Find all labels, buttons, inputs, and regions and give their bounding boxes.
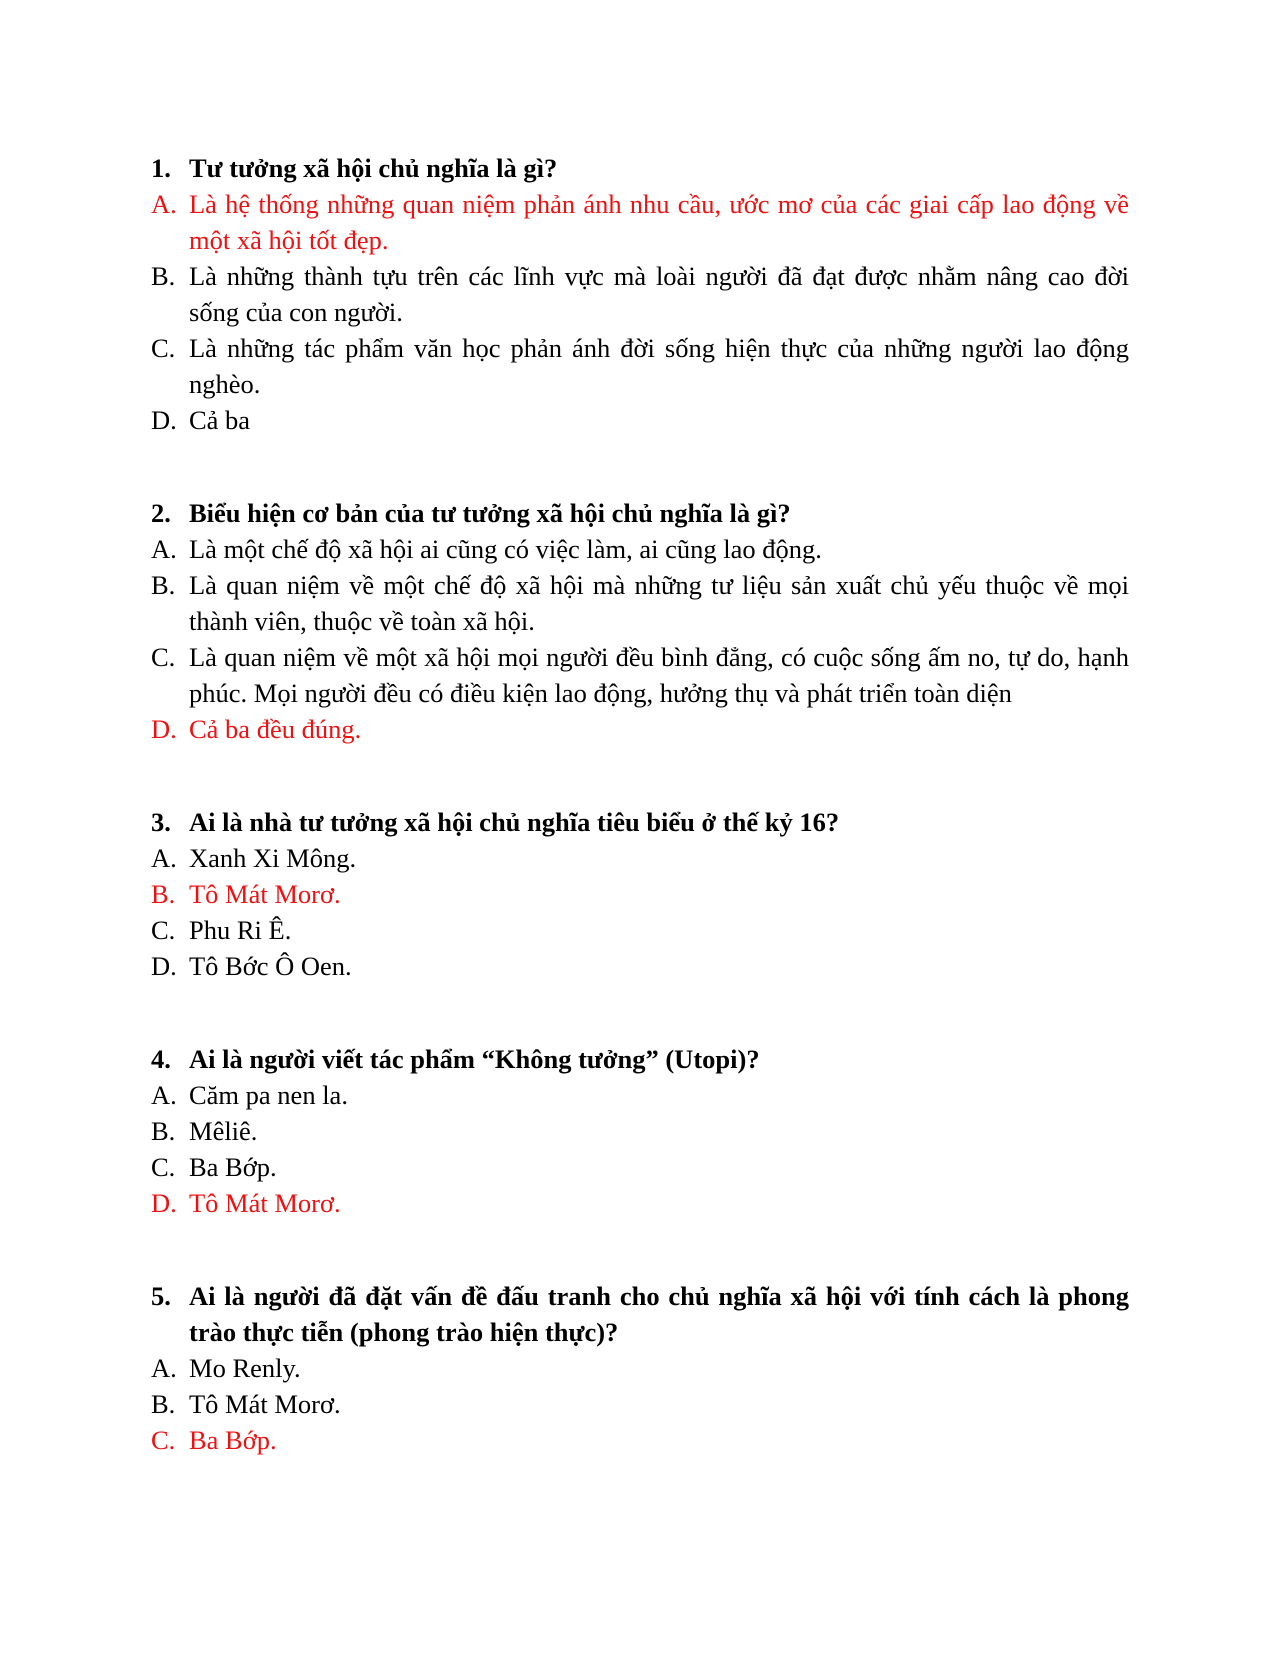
option-text: Ba Bớp. xyxy=(189,1152,277,1182)
option-label: A. xyxy=(151,1353,177,1383)
question-number: 3. xyxy=(151,807,171,837)
answer-option-a xyxy=(151,186,1129,258)
option-label: B. xyxy=(151,261,176,291)
answer-option-a xyxy=(151,531,1129,567)
answer-option-b xyxy=(151,876,1129,912)
option-text: Cả ba đều đúng. xyxy=(189,714,362,744)
option-text: Mo Renly. xyxy=(189,1353,301,1383)
option-text: Căm pa nen la. xyxy=(189,1080,348,1110)
option-text: Cả ba xyxy=(189,405,251,435)
answer-option-b xyxy=(151,1386,1129,1422)
option-label: A. xyxy=(151,1080,177,1110)
question-title xyxy=(151,495,1129,531)
question-number: 5. xyxy=(151,1281,171,1311)
option-text: Là những thành tựu trên các lĩnh vực mà loài người đã đạt được nhằm nâng cao đời sống của con người. xyxy=(189,261,1129,327)
option-label: C. xyxy=(151,1425,176,1455)
question-1 xyxy=(151,150,1129,438)
question-title xyxy=(151,150,1129,186)
option-text: Là hệ thống những quan niệm phản ánh nhu cầu, ước mơ của các giai cấp lao động về một xã hội tốt đẹp. xyxy=(189,189,1129,255)
option-text: Tô Bớc Ô Oen. xyxy=(189,951,352,981)
question-5 xyxy=(151,1278,1129,1458)
question-4 xyxy=(151,1041,1129,1221)
option-text: Là một chế độ xã hội ai cũng có việc làm, ai cũng lao động. xyxy=(189,534,822,564)
option-label: C. xyxy=(151,1152,176,1182)
question-text: Biểu hiện cơ bản của tư tưởng xã hội chủ nghĩa là gì? xyxy=(189,498,791,528)
answer-option-b xyxy=(151,1113,1129,1149)
answer-option-d xyxy=(151,711,1129,747)
question-text: Tư tưởng xã hội chủ nghĩa là gì? xyxy=(189,153,558,183)
option-label: B. xyxy=(151,879,176,909)
option-text: Ba Bớp. xyxy=(189,1425,277,1455)
option-text: Phu Ri Ê. xyxy=(189,915,292,945)
option-text: Là quan niệm về một chế độ xã hội mà những tư liệu sản xuất chủ yếu thuộc về mọi thành viên, thuộc về toàn xã hội. xyxy=(189,570,1129,636)
question-number: 4. xyxy=(151,1044,171,1074)
answer-option-c xyxy=(151,330,1129,402)
option-text: Xanh Xi Mông. xyxy=(189,843,357,873)
option-label: D. xyxy=(151,714,177,744)
option-text: Là những tác phẩm văn học phản ánh đời sống hiện thực của những người lao động nghèo. xyxy=(189,333,1129,399)
answer-option-a xyxy=(151,840,1129,876)
question-number: 2. xyxy=(151,498,171,528)
question-title xyxy=(151,1041,1129,1077)
question-2 xyxy=(151,495,1129,747)
option-text: Tô Mát Morơ. xyxy=(189,1188,341,1218)
answer-option-c xyxy=(151,1149,1129,1185)
option-label: B. xyxy=(151,1389,176,1419)
option-label: B. xyxy=(151,570,176,600)
question-text: Ai là người viết tác phẩm “Không tưởng” (Utopi)? xyxy=(189,1044,760,1074)
answer-option-d xyxy=(151,948,1129,984)
answer-option-a xyxy=(151,1077,1129,1113)
answer-option-c xyxy=(151,639,1129,711)
answer-option-d xyxy=(151,1185,1129,1221)
answer-option-a xyxy=(151,1350,1129,1386)
question-number: 1. xyxy=(151,153,171,183)
option-label: B. xyxy=(151,1116,176,1146)
answer-option-d xyxy=(151,402,1129,438)
option-label: C. xyxy=(151,642,176,672)
question-text: Ai là nhà tư tưởng xã hội chủ nghĩa tiêu biểu ở thế kỷ 16? xyxy=(189,807,840,837)
option-label: A. xyxy=(151,843,177,873)
option-label: D. xyxy=(151,405,177,435)
question-title xyxy=(151,804,1129,840)
option-text: Là quan niệm về một xã hội mọi người đều bình đẳng, có cuộc sống ấm no, tự do, hạnh phúc. Mọi người đều có điều kiện lao động, hưởng thụ và phát triển toàn diện xyxy=(189,642,1129,708)
option-text: Mêliê. xyxy=(189,1116,258,1146)
option-text: Tô Mát Morơ. xyxy=(189,879,341,909)
option-label: A. xyxy=(151,189,177,219)
question-title xyxy=(151,1278,1129,1350)
question-text: Ai là người đã đặt vấn đề đấu tranh cho chủ nghĩa xã hội với tính cách là phong trào thực tiễn (phong trào hiện thực)? xyxy=(189,1281,1129,1347)
option-label: C. xyxy=(151,333,176,363)
option-label: C. xyxy=(151,915,176,945)
answer-option-b xyxy=(151,258,1129,330)
option-label: D. xyxy=(151,1188,177,1218)
question-3 xyxy=(151,804,1129,984)
option-label: D. xyxy=(151,951,177,981)
answer-option-b xyxy=(151,567,1129,639)
quiz-document xyxy=(151,150,1129,1458)
option-text: Tô Mát Morơ. xyxy=(189,1389,341,1419)
option-label: A. xyxy=(151,534,177,564)
answer-option-c xyxy=(151,1422,1129,1458)
answer-option-c xyxy=(151,912,1129,948)
